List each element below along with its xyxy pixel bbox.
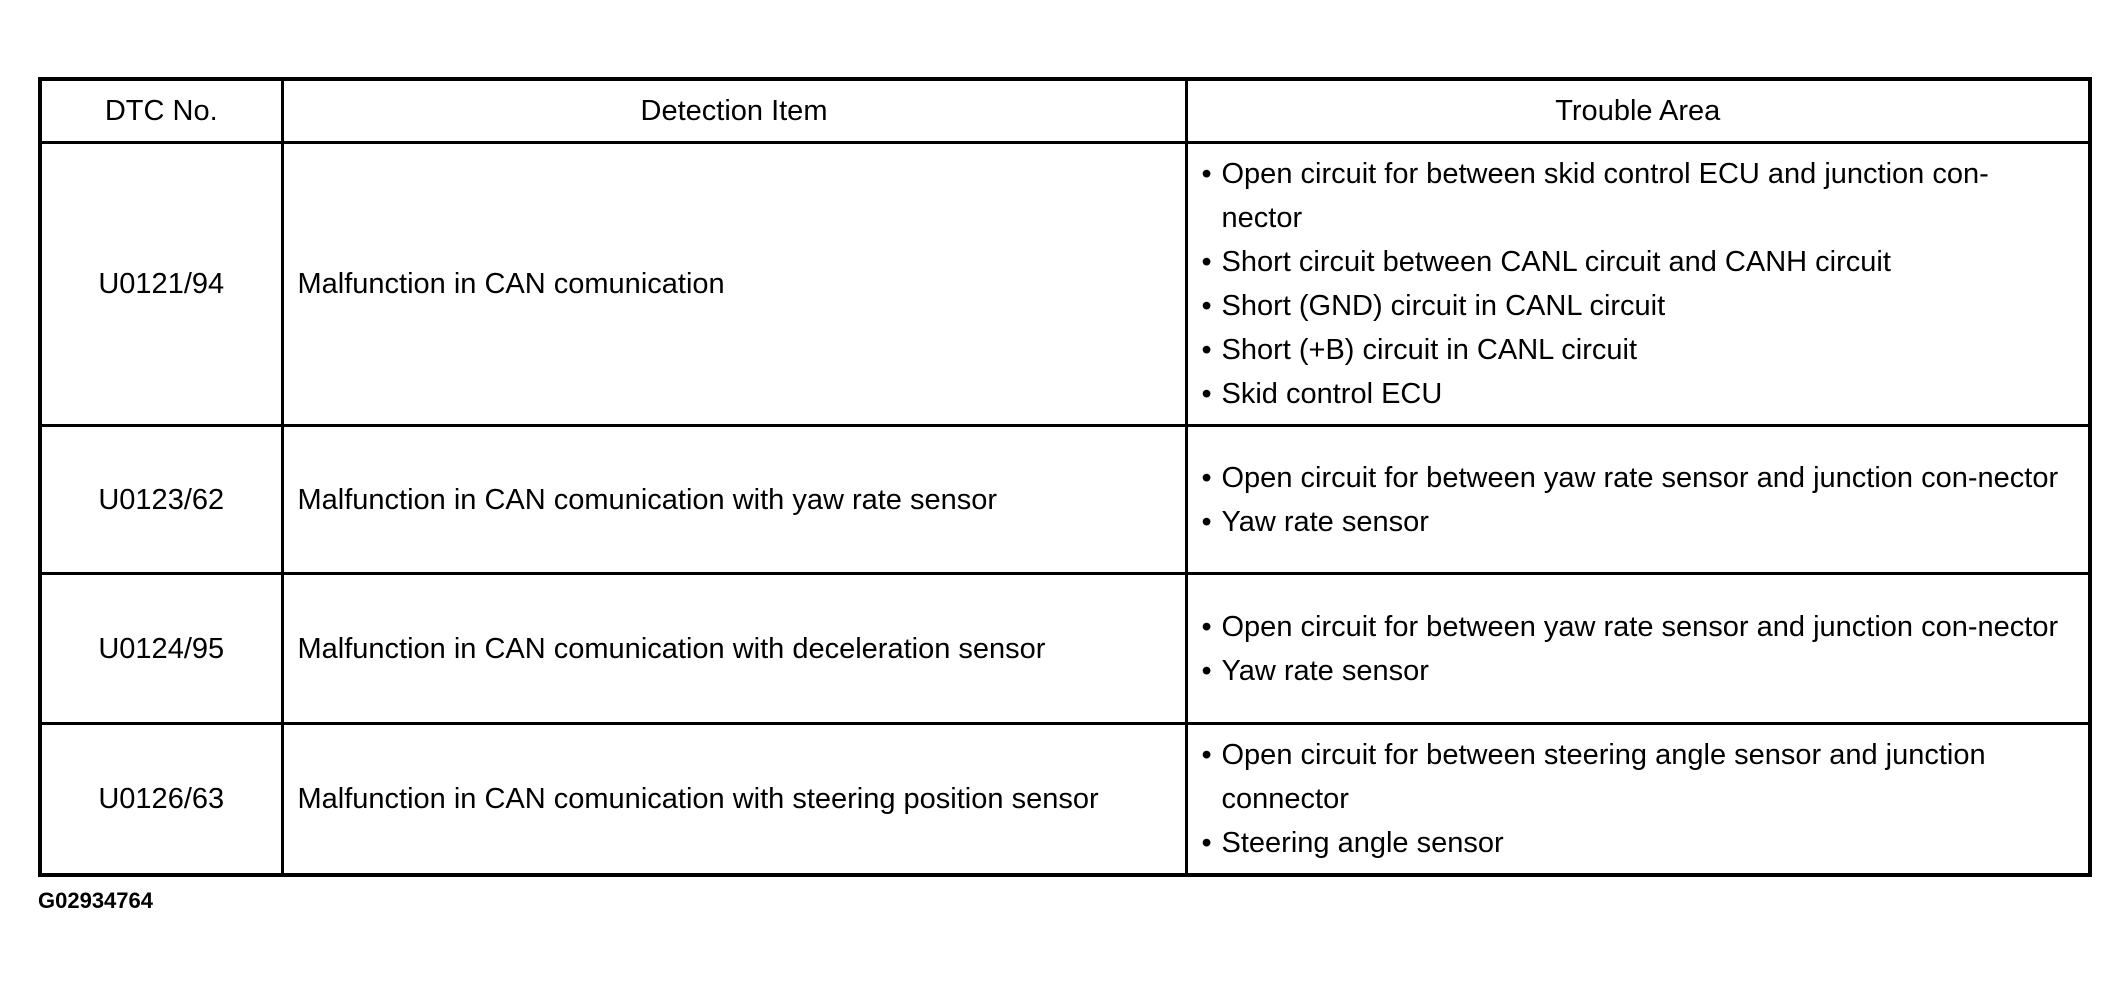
table-header-row: [40, 79, 2090, 143]
dtc-code: U0121/94: [40, 143, 282, 426]
trouble-list: [1202, 456, 2069, 544]
dtc-table: [38, 77, 2092, 877]
header-dtc-no: DTC No.: [40, 79, 282, 143]
header-detection-item: Detection Item: [282, 79, 1186, 143]
trouble-item: • Open circuit for between steering angle sensor and junction connector: [1202, 733, 2069, 821]
detection-item: Malfunction in CAN comunication with yaw rate sensor: [282, 426, 1186, 574]
trouble-item: • Open circuit for between skid control ECU and junction con-nector: [1202, 152, 2069, 240]
detection-item: Malfunction in CAN comunication with deceleration sensor: [282, 574, 1186, 724]
dtc-code: U0123/62: [40, 426, 282, 574]
trouble-item: • Open circuit for between yaw rate sensor and junction con-nector: [1202, 456, 2069, 500]
figure-id: G02934764: [38, 888, 153, 913]
dtc-code: U0124/95: [40, 574, 282, 724]
trouble-item: • Short (GND) circuit in CANL circuit: [1202, 284, 2069, 328]
dtc-code: U0126/63: [40, 724, 282, 876]
header-trouble-area: Trouble Area: [1186, 79, 2090, 143]
trouble-item: • Yaw rate sensor: [1202, 500, 2069, 544]
detection-item: Malfunction in CAN comunication with steering position sensor: [282, 724, 1186, 876]
trouble-item: • Skid control ECU: [1202, 372, 2069, 416]
trouble-area: [1186, 426, 2090, 574]
trouble-area: [1186, 574, 2090, 724]
trouble-list: [1202, 733, 2069, 865]
trouble-area: [1186, 143, 2090, 426]
trouble-item: • Yaw rate sensor: [1202, 649, 2069, 693]
trouble-item: • Steering angle sensor: [1202, 821, 2069, 865]
trouble-list: [1202, 152, 2069, 416]
trouble-item: • Short (+B) circuit in CANL circuit: [1202, 328, 2069, 372]
table-row: [40, 143, 2090, 426]
trouble-list: [1202, 605, 2069, 693]
trouble-item: • Open circuit for between yaw rate sensor and junction con-nector: [1202, 605, 2069, 649]
table-row: [40, 426, 2090, 574]
trouble-item: • Short circuit between CANL circuit and CANH circuit: [1202, 240, 2069, 284]
trouble-area: [1186, 724, 2090, 876]
table-row: [40, 574, 2090, 724]
detection-item: Malfunction in CAN comunication: [282, 143, 1186, 426]
table-row: [40, 724, 2090, 876]
